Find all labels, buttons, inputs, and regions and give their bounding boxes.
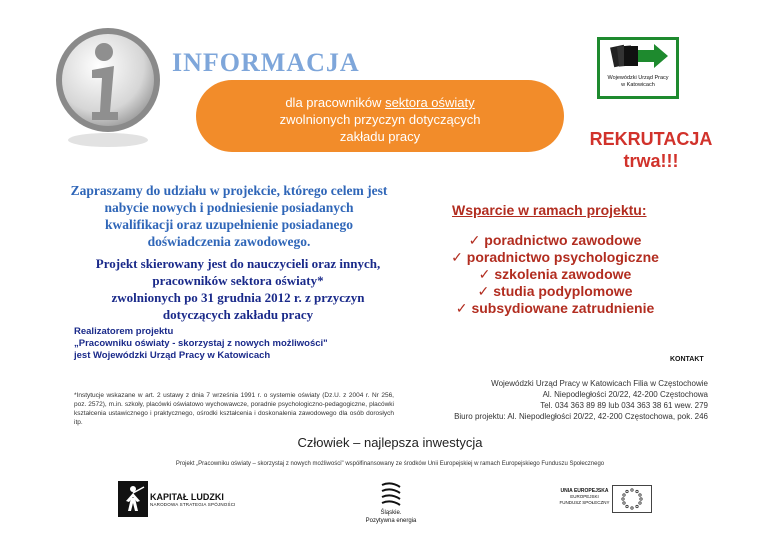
support-item: ✓ szkolenia zawodowe xyxy=(478,266,632,282)
contact-label: KONTAKT xyxy=(670,356,704,363)
contact-line: Biuro projektu: Al. Niepodległości 20/22, 42-200 Częstochowa, pok. 246 xyxy=(454,412,708,421)
recruitment-notice xyxy=(588,128,714,172)
eu-line1: UNIA EUROPEJSKA xyxy=(560,488,609,494)
slogan: Człowiek – najlepsza inwestycja xyxy=(297,435,483,450)
wup-logo-caption xyxy=(600,75,676,89)
implementer-line: Realizatorem projektu xyxy=(74,326,174,337)
recruitment-line1: REKRUTACJA xyxy=(589,129,713,149)
eu-line2: EUROPEJSKI xyxy=(570,494,599,499)
page-title: INFORMACJA xyxy=(172,48,360,77)
recruitment-line2: trwa!!! xyxy=(623,151,679,171)
check-icon: ✓ xyxy=(451,249,463,265)
info-icon xyxy=(52,20,164,150)
implementer-line: jest Wojewódzki Urząd Pracy w Katowicach xyxy=(74,350,271,361)
intro-line: Zapraszamy do udziału w projekcie, którego celem jest xyxy=(70,183,388,198)
wup-logo xyxy=(597,37,679,99)
slaskie-logo-icon xyxy=(378,481,404,507)
intro-line: doświadczenia zawodowego. xyxy=(147,234,311,249)
banner-line1-prefix: dla pracowników xyxy=(285,95,382,110)
eu-flag-icon xyxy=(612,485,652,513)
support-title: Wsparcie w ramach projektu: xyxy=(452,202,647,218)
contact-line: Al. Niepodległości 20/22, 42-200 Częstochowa xyxy=(542,390,708,399)
contact-line: Tel. 034 363 89 89 lub 034 363 38 61 wew. 279 xyxy=(540,401,708,410)
wup-caption-line2: w Katowicach xyxy=(621,82,655,88)
slaskie-text xyxy=(355,509,427,525)
eu-line3: FUNDUSZ SPOŁECZNY xyxy=(559,500,610,505)
footnote: *Instytucje wskazane w art. 2 ustawy z dnia 7 września 1991 r. o systemie oświaty (Dz.U. z 2004 r. Nr 256, poz. 2572), m.in. szkoły, placówki oświatowo wychowawcze, poradnie psychologiczno-pedagogiczne, placówki kształcenia ustawicznego i praktycznego, ośrodki kształcenia i doskonalenia zawodowego dla osób dorosłych itp. xyxy=(74,392,394,426)
contact-line: Wojewódzki Urząd Pracy w Katowicach Filia w Częstochowie xyxy=(491,379,708,388)
implementer-line: „Pracowniku oświaty - skorzystaj z nowych możliwości" xyxy=(74,338,328,349)
target-line: pracowników sektora oświaty* xyxy=(152,273,324,288)
support-list xyxy=(420,232,690,317)
support-item: ✓ subsydiowane zatrudnienie xyxy=(455,300,655,316)
cofinancing-note: Projekt „Pracowniku oświaty – skorzystaj z nowych możliwości" współfinansowany ze środków Unii Europejskiej w ramach Europejskiego Funduszu Społecznego xyxy=(175,461,605,467)
kapital-ludzki-logo-icon xyxy=(118,481,148,517)
support-item: ✓ poradnictwo zawodowe xyxy=(468,232,642,248)
target-line: dotyczących zakładu pracy xyxy=(162,307,314,322)
support-item: ✓ studia podyplomowe xyxy=(477,283,633,299)
wup-caption-line1: Wojewódzki Urząd Pracy xyxy=(607,75,669,81)
intro-line: kwalifikacji oraz uzupełnienie posiadanego xyxy=(105,217,353,232)
target-banner xyxy=(196,80,564,152)
project-implementer xyxy=(74,326,374,362)
banner-line3: zakładu pracy xyxy=(339,129,421,144)
slaskie-line2: Pozytywna energia xyxy=(365,518,417,524)
kapital-ludzki-text xyxy=(150,492,236,507)
support-item: ✓ poradnictwo psychologiczne xyxy=(451,249,659,265)
banner-line1-link: sektora oświaty xyxy=(385,95,475,110)
kl-sub: NARODOWA STRATEGIA SPÓJNOŚCI xyxy=(150,502,236,507)
check-icon: ✓ xyxy=(455,300,468,316)
intro-text xyxy=(64,182,394,250)
target-group-text xyxy=(90,255,386,323)
eu-text xyxy=(557,488,612,506)
check-icon: ✓ xyxy=(478,266,491,282)
check-icon: ✓ xyxy=(477,283,490,299)
contact-details xyxy=(440,378,708,422)
kl-main: KAPITAŁ LUDZKI xyxy=(150,492,224,502)
check-icon: ✓ xyxy=(468,232,481,248)
slaskie-line1: Śląskie. xyxy=(380,510,402,516)
intro-line: nabycie nowych i podniesienie posiadanych xyxy=(104,200,354,215)
target-line: Projekt skierowany jest do nauczycieli oraz innych, xyxy=(95,256,381,271)
target-line: zwolnionych po 31 grudnia 2012 r. z przyczyn xyxy=(111,290,365,305)
banner-line2: zwolnionych przyczyn dotyczących xyxy=(279,112,481,127)
